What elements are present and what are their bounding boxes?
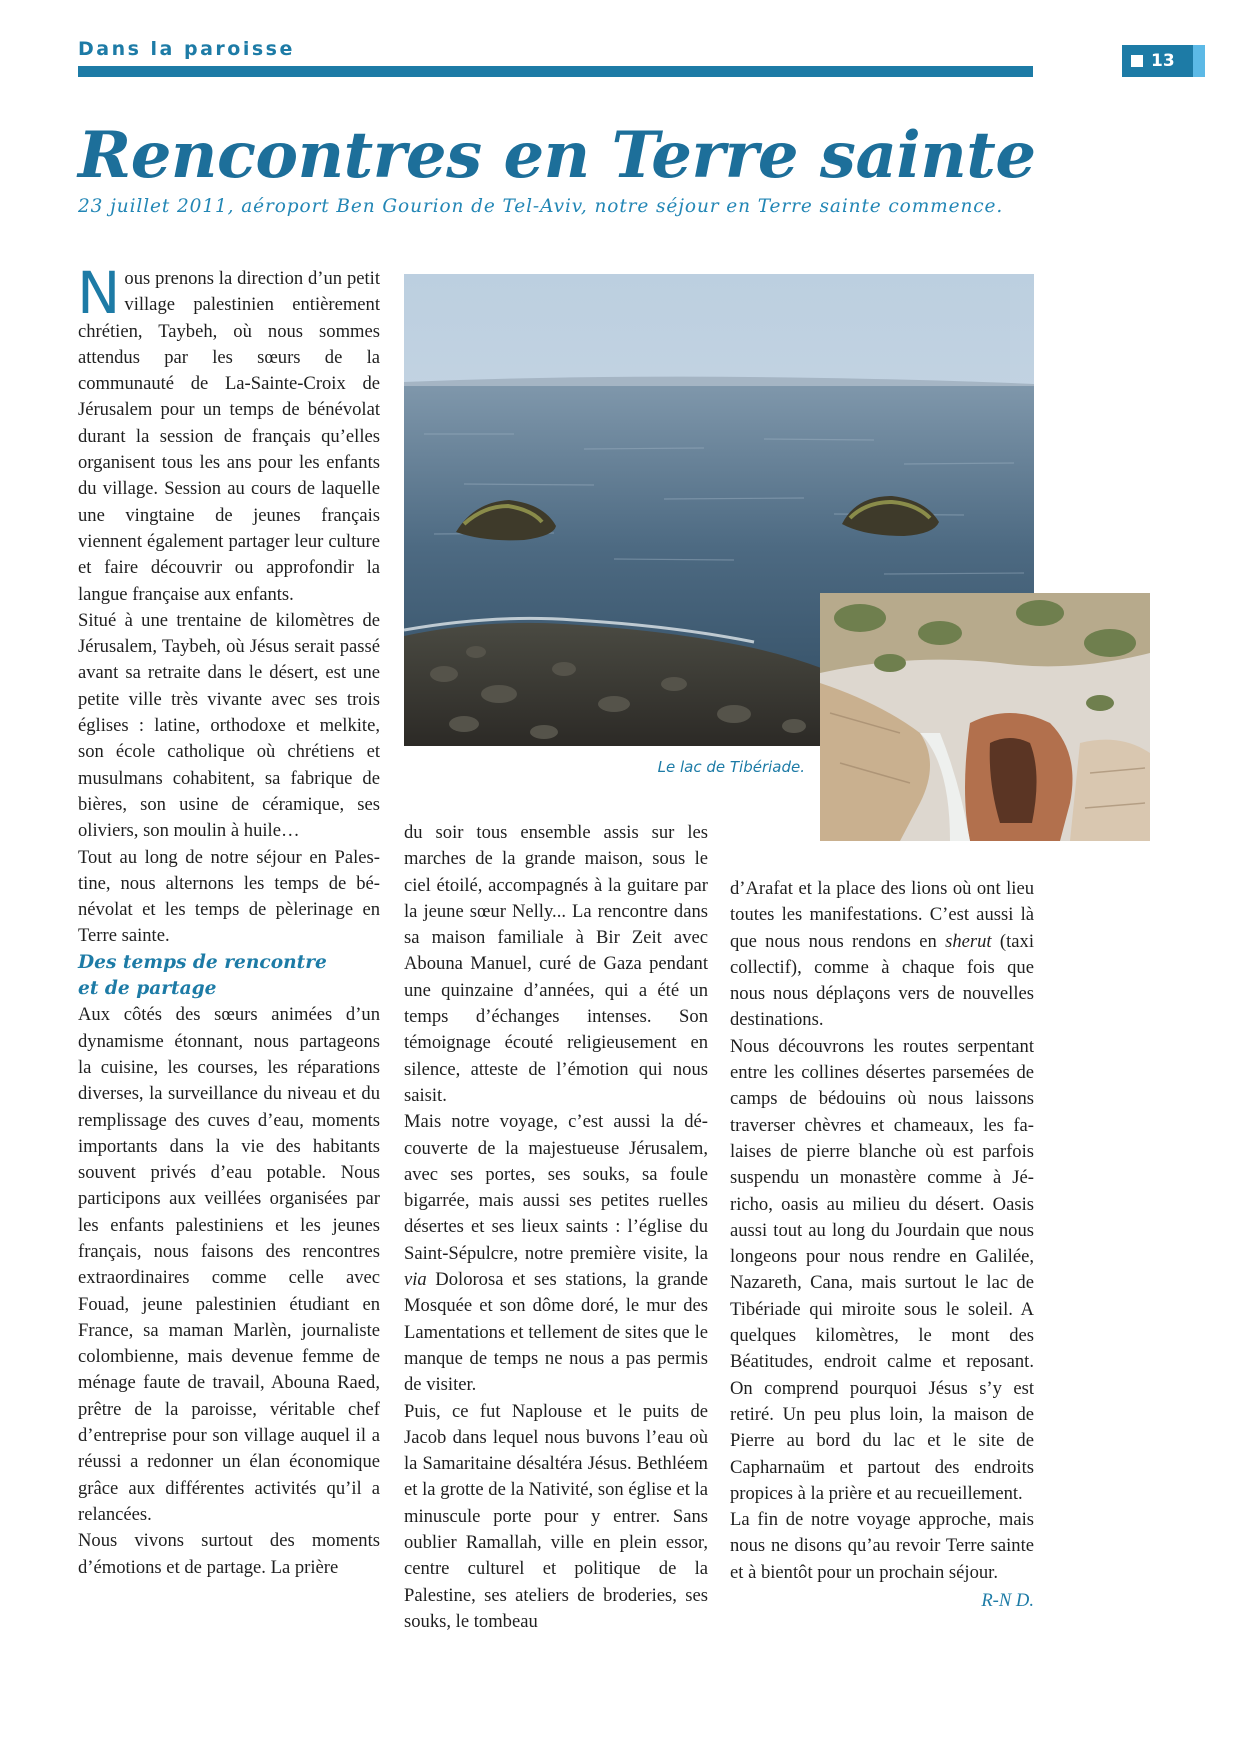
- section-heading: [78, 950, 380, 1003]
- paragraph: du soir tous ensemble assis sur les marches de la grande maison, sous le ciel étoilé, accompagnés à la guitare par la jeune sœur Nelly... La rencontre dans sa maison familiale à Bir Zeit avec Abouna Manuel, curé de Gaza pendant une quinzaine d’années, qui a été un temps d’échanges intenses. Son témoignage écouté religieusement en silence, atteste de l’émotion qui nous saisit.: [404, 822, 708, 1106]
- header-rule: [78, 66, 1033, 77]
- italic-term: sherut: [945, 930, 992, 952]
- paragraph-text: Dolorosa et ses stations, la grande Mosquée et son dôme doré, le mur des Lamentations et tellement de sites que le manque de temps ne nous a pas permis de visiter.: [404, 1269, 708, 1396]
- heading-line: Des temps de rencontre: [78, 951, 327, 973]
- section-label: Dans la paroisse: [78, 38, 295, 60]
- paragraph: [404, 1109, 708, 1398]
- article-subtitle: 23 juillet 2011, aéroport Ben Gourion de Tel-Aviv, notre séjour en Terre sainte commence.: [78, 196, 1004, 217]
- cliff-photo: [820, 593, 1150, 841]
- column-3: [730, 876, 1034, 1614]
- author-signature: R-N D.: [981, 1590, 1034, 1612]
- paragraph: Aux côtés des sœurs animées d’un dynamisme étonnant, nous partageons la cuisine, les courses, les réparations diverses, la surveillance du niveau et du remplissage des cuves d’eau, moments importants dans la vie des habitants souvent privés d’eau potable. Nous participons aux veillées organisées par les enfants palestiniens et les jeunes français, nous faisons des rencontres extraordinaires comme celle avec Fouad, jeune palestinien étudiant en France, sa maman Marlèn, journaliste colombienne, mais devenue femme de ménage faute de travail, Abouna Raed, prêtre de la paroisse, véritable chef d’entreprise pour son village auquel il a réussi a redonner un élan économique grâce aux différentes activités qu’il a relancées.: [78, 1004, 380, 1525]
- paragraph-text: ous prenons la direction d’un petit village palestinien entièrement chrétien, Taybeh, où nous sommes attendus par les sœurs de la communauté de La-Sainte-Croix de Jérusalem pour un temps de bénévolat durant la session de français qu’elles organisent tous les ans pour les enfants du village. Session au cours de laquelle une vingtaine de jeunes français viennent également partager leur culture et faire découvrir ou approfondir la langue française aux enfants.: [78, 268, 380, 605]
- page-number-badge: [1122, 45, 1205, 77]
- paragraph: Tout au long de notre séjour en Palestine, nous alternons les temps de bénévolat et les temps de pèlerinage en Terre sainte.: [78, 846, 380, 947]
- paragraph: Puis, ce fut Naplouse et le puits de Jacob dans lequel nous buvons l’eau où la Samaritaine désaltéra Jésus. Bethléem et la grotte de la Nativité, son église et la minuscule porte pour y entrer. Sans oublier Ramallah, ville en plein essor, centre culturel et politique de la Palestine, ses ateliers de broderies, ses souks, le tombeau: [404, 1400, 708, 1632]
- paragraph-text: Mais notre voyage, c’est aussi la découverte de la majestueuse Jérusalem, avec ses portes, ses souks, sa foule bigarrée, mais aussi ses petites ruelles désertes et ses lieux saints : l’église du Saint-Sépulcre, notre première visite, la: [404, 1111, 708, 1264]
- paragraph: Nous vivons surtout des moments d’émotions et de partage. La prière: [78, 1530, 380, 1578]
- article-title: Rencontres en Terre sainte: [78, 118, 1036, 193]
- column-1: [77, 259, 380, 1581]
- heading-line: et de partage: [78, 978, 217, 1000]
- paragraph: [77, 259, 380, 608]
- paragraph: [730, 876, 1034, 1034]
- badge-accent-bar: [1193, 45, 1205, 77]
- paragraph: La fin de notre voyage approche, mais nous ne disons qu’au revoir Terre sainte et à bientôt pour un prochain séjour.: [730, 1509, 1034, 1583]
- paragraph: Nous découvrons les routes serpentant entre les collines désertes parsemées de camps de bédouins où nous laissons traverser chèvres et chameaux, les falaises de pierre blanche où est parfois suspendu un monastère comme à Jéricho, oasis au milieu du désert. Oasis aussi tout au long du Jourdain que nous longeons pour nous rendre en Galilée, Nazareth, Cana, mais surtout le lac de Tibériade qui miroite sous le soleil. A quelques kilomètres, le mont des Béatitudes, endroit calme et reposant. On comprend pourquoi Jésus s’y est retiré. Un peu plus loin, la maison de Pierre au bord du lac et le site de Capharnaüm et partout des endroits propices à la prière et au recueillement.: [730, 1035, 1034, 1504]
- paragraph: Situé à une trentaine de kilomètres de Jérusalem, Taybeh, où Jésus serait passé avant sa retraite dans le désert, est une petite ville très vivante avec ses trois églises : latine, orthodoxe et melkite, son école catholique où chrétiens et musulmans cohabitent, sa fabrique de bières, son usine de céramique, ses oliviers, son moulin à huile…: [78, 609, 380, 842]
- photo-caption: Le lac de Tibériade.: [657, 758, 805, 776]
- italic-term: via: [404, 1269, 427, 1291]
- column-2: [404, 820, 708, 1635]
- page-number: 13: [1151, 51, 1175, 71]
- paragraph-text: d’Arafat et la place des lions où ont lieu toutes les manifestations. C’est aussi là que nous nous rendons en: [730, 878, 1034, 952]
- square-icon: [1131, 55, 1143, 67]
- paragraph-text: (taxi collectif), comme à chaque fois que nous nous déplaçons vers de nouvelles destinations.: [730, 930, 1034, 1031]
- drop-cap: N: [77, 259, 121, 327]
